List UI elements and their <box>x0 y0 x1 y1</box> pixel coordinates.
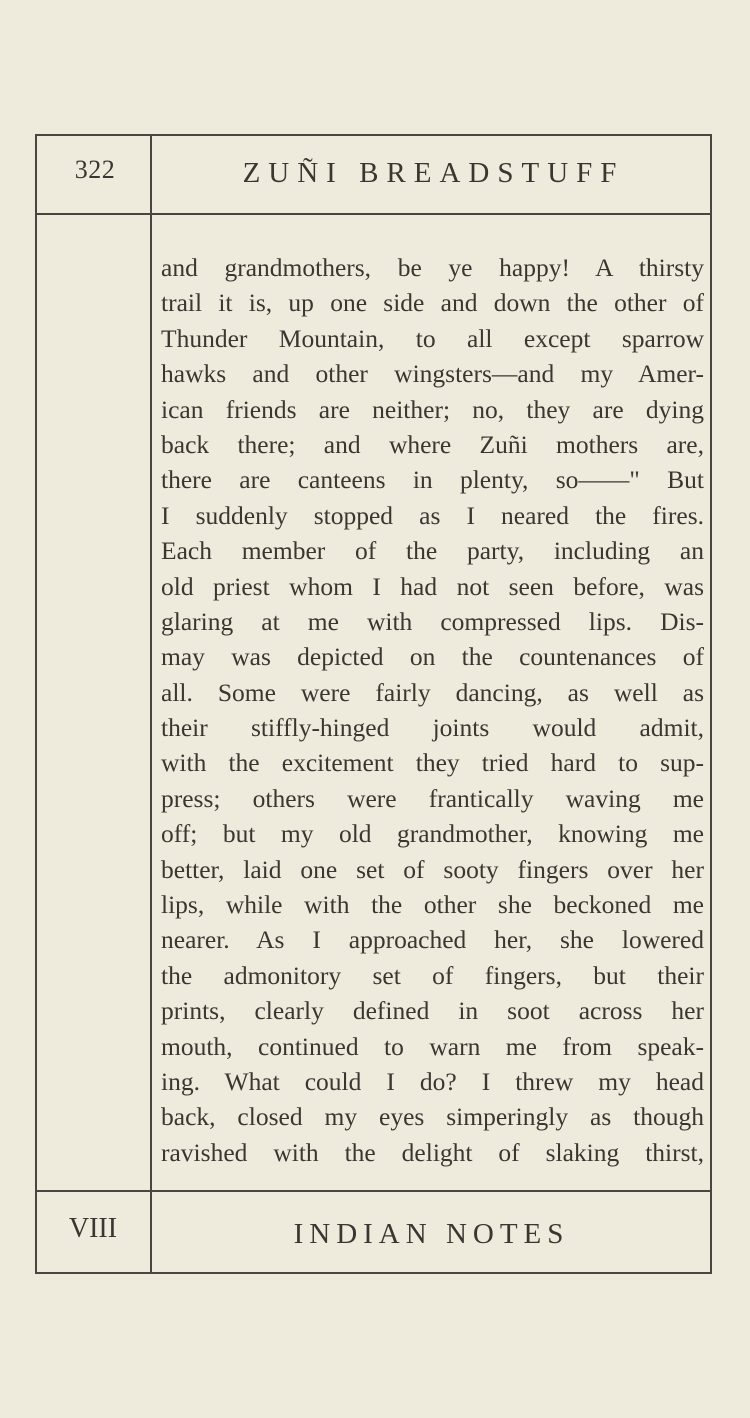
text-line: their stiffly-hinged joints would admit, <box>161 713 704 743</box>
text-line: ican friends are neither; no, they are dying <box>161 394 704 424</box>
text-line: prints, clearly defined in soot across her <box>161 996 704 1026</box>
text-line: back there; and where Zuñi mothers are, <box>161 429 704 459</box>
text-line: Thunder Mountain, to all except sparrow <box>161 323 704 353</box>
text-line: lips, while with the other she beckoned me <box>161 890 704 920</box>
header-divider <box>35 213 712 215</box>
volume-number: VIII <box>68 1213 118 1244</box>
text-line: may was depicted on the countenances of <box>161 642 704 672</box>
text-line: ing. What could I do? I threw my head <box>161 1066 704 1096</box>
text-line: off; but my old grandmother, knowing me <box>161 819 704 849</box>
running-title: ZUÑI BREADSTUFF <box>242 157 625 189</box>
text-line: the admonitory set of fingers, but their <box>161 960 704 990</box>
body-text <box>161 250 704 1170</box>
text-line: all. Some were fairly dancing, as well as <box>161 677 704 707</box>
text-line: nearer. As I approached her, she lowered <box>161 925 704 955</box>
text-line: I suddenly stopped as I neared the fires. <box>161 500 704 530</box>
text-line: and grandmothers, be ye happy! A thirsty <box>161 253 704 282</box>
text-line: Each member of the party, including an <box>161 536 704 566</box>
page-number: 322 <box>74 155 116 184</box>
margin-column-divider <box>150 134 152 1274</box>
text-line: hawks and other wingsters—and my Amer- <box>161 359 704 389</box>
text-line: better, laid one set of sooty fingers over her <box>161 854 704 884</box>
text-line: ravished with the delight of slaking thirst, <box>161 1137 704 1167</box>
text-line: press; others were frantically waving me <box>161 783 704 813</box>
series-title: INDIAN NOTES <box>293 1218 570 1250</box>
text-line: mouth, continued to warn me from speak- <box>161 1031 704 1061</box>
text-line: back, closed my eyes simperingly as though <box>161 1102 704 1132</box>
text-line: trail it is, up one side and down the other of <box>161 288 704 318</box>
footer-divider <box>35 1190 712 1192</box>
text-line: there are canteens in plenty, so——" But <box>161 465 704 495</box>
text-line: with the excitement they tried hard to sup- <box>161 748 704 778</box>
text-line: glaring at me with compressed lips. Dis- <box>161 606 704 636</box>
text-line: old priest whom I had not seen before, was <box>161 571 704 601</box>
